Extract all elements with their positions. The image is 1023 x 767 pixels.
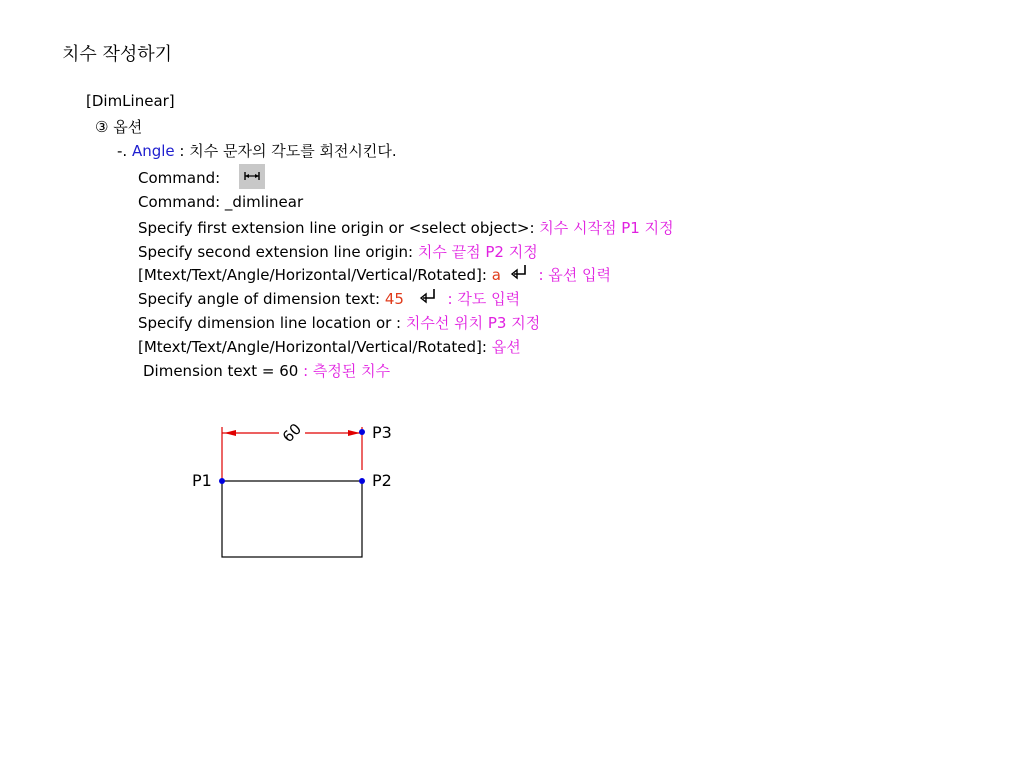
note-second-origin: 치수 끝점 P2 지정 (417, 243, 538, 261)
description-text: : 치수 문자의 각도를 회전시킨다. (174, 142, 397, 160)
prompt-first-origin: Specify first extension line origin or <select object>: (138, 219, 540, 237)
option-heading: ③ 옵션 (95, 118, 143, 136)
prompt-angle: Specify angle of dimension text: (138, 290, 385, 308)
note-options: 옵션 (491, 338, 521, 356)
note-angle-input: : 각도 입력 (442, 290, 521, 308)
note-dimension-location: 치수선 위치 P3 지정 (405, 314, 541, 332)
prompt-second-origin: Specify second extension line origin: (138, 243, 418, 261)
prompt-options: [Mtext/Text/Angle/Horizontal/Vertical/Rotated]: (138, 266, 492, 284)
note-measured-dimension: : 측정된 치수 (303, 362, 391, 380)
command-label: Command: (138, 169, 221, 187)
note-first-origin: 치수 시작점 P1 지정 (539, 219, 674, 237)
point-p2 (359, 478, 365, 484)
page-title: 치수 작성하기 (62, 44, 173, 65)
input-value-45: 45 (384, 290, 404, 308)
angle-keyword: Angle (131, 142, 175, 160)
point-p1 (219, 478, 225, 484)
rectangle-shape (222, 481, 362, 557)
arrowhead-right (348, 430, 360, 436)
dimension-text: 60 (278, 419, 306, 447)
section-heading: [DimLinear] (86, 92, 175, 110)
label-p1: P1 (192, 471, 212, 490)
point-p3 (359, 429, 365, 435)
description-prefix: -. (117, 142, 132, 160)
prompt-options-2: [Mtext/Text/Angle/Horizontal/Vertical/Rotated]: (138, 338, 492, 356)
command-line-2: Command: _dimlinear (138, 193, 304, 211)
input-value-a: a (491, 266, 501, 284)
dimension-result: Dimension text = 60 (143, 362, 304, 380)
note-option-input: : 옵션 입력 (533, 266, 612, 284)
prompt-dimension-location: Specify dimension line location or : (138, 314, 406, 332)
label-p3: P3 (372, 423, 392, 442)
arrowhead-left (224, 430, 236, 436)
label-p2: P2 (372, 471, 392, 490)
